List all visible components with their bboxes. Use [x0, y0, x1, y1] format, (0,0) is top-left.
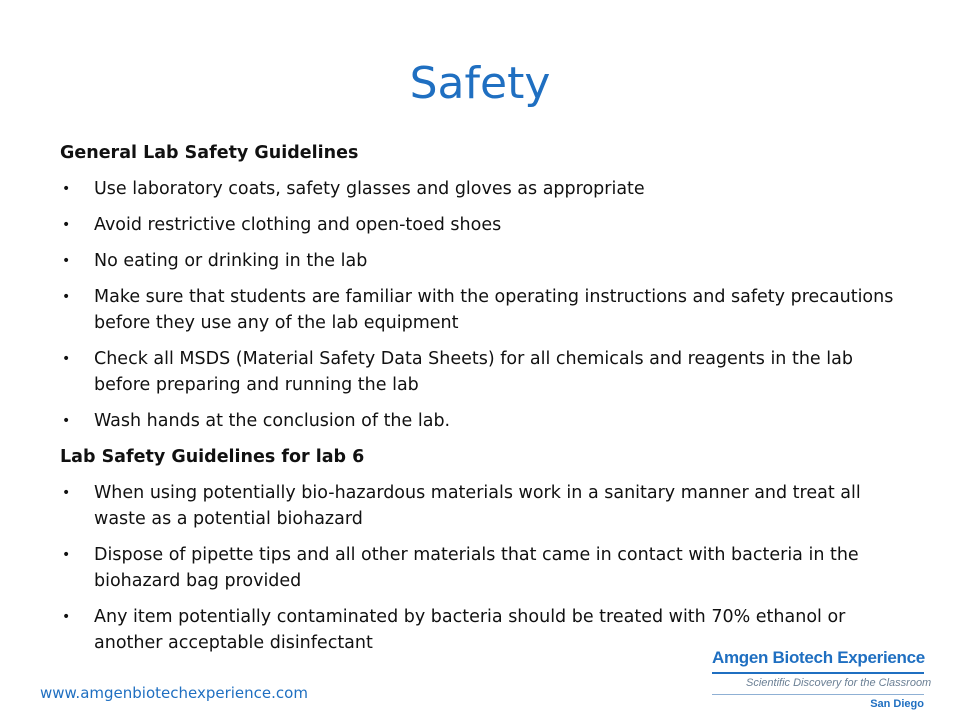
- bullet-icon: •: [62, 609, 71, 625]
- list-item: • Any item potentially contaminated by bacteria should be treated with 70% ethanol or another acceptable disinfectant: [60, 604, 910, 656]
- logo-name: Amgen Biotech Experience: [712, 648, 925, 667]
- list-item: • Wash hands at the conclusion of the lab.: [60, 408, 910, 434]
- slide-content: [60, 140, 910, 666]
- list-item: • When using potentially bio-hazardous materials work in a sanitary manner and treat all waste as a potential biohazard: [60, 480, 910, 532]
- bullet-icon: •: [62, 351, 71, 367]
- bullet-icon: •: [62, 181, 71, 197]
- list-item: • Use laboratory coats, safety glasses and gloves as appropriate: [60, 176, 910, 202]
- bullet-icon: •: [62, 413, 71, 429]
- logo-city: San Diego: [870, 698, 924, 710]
- general-guidelines-list: [60, 176, 910, 434]
- list-item: • Dispose of pipette tips and all other materials that came in contact with bacteria in the biohazard bag provided: [60, 542, 910, 594]
- list-item: • Avoid restrictive clothing and open-toed shoes: [60, 212, 910, 238]
- logo-divider: [712, 694, 924, 695]
- bullet-icon: •: [62, 217, 71, 233]
- slide-title: Safety: [409, 58, 551, 109]
- section-heading-lab6: Lab Safety Guidelines for lab 6: [60, 447, 365, 467]
- bullet-icon: •: [62, 547, 71, 563]
- list-item: • Make sure that students are familiar with the operating instructions and safety precautions before they use any of the lab equipment: [60, 284, 910, 336]
- bullet-icon: •: [62, 485, 71, 501]
- logo-divider: [712, 672, 924, 674]
- footer-url-link[interactable]: www.amgenbiotechexperience.com: [40, 684, 308, 702]
- logo-tagline: Scientific Discovery for the Classroom: [746, 677, 932, 689]
- lab6-guidelines-list: [60, 480, 910, 656]
- bullet-icon: •: [62, 289, 71, 305]
- amgen-logo: [712, 646, 932, 714]
- list-item: • No eating or drinking in the lab: [60, 248, 910, 274]
- list-item: • Check all MSDS (Material Safety Data Sheets) for all chemicals and reagents in the lab before preparing and running the lab: [60, 346, 910, 398]
- bullet-icon: •: [62, 253, 71, 269]
- section-heading-general: General Lab Safety Guidelines: [60, 143, 359, 163]
